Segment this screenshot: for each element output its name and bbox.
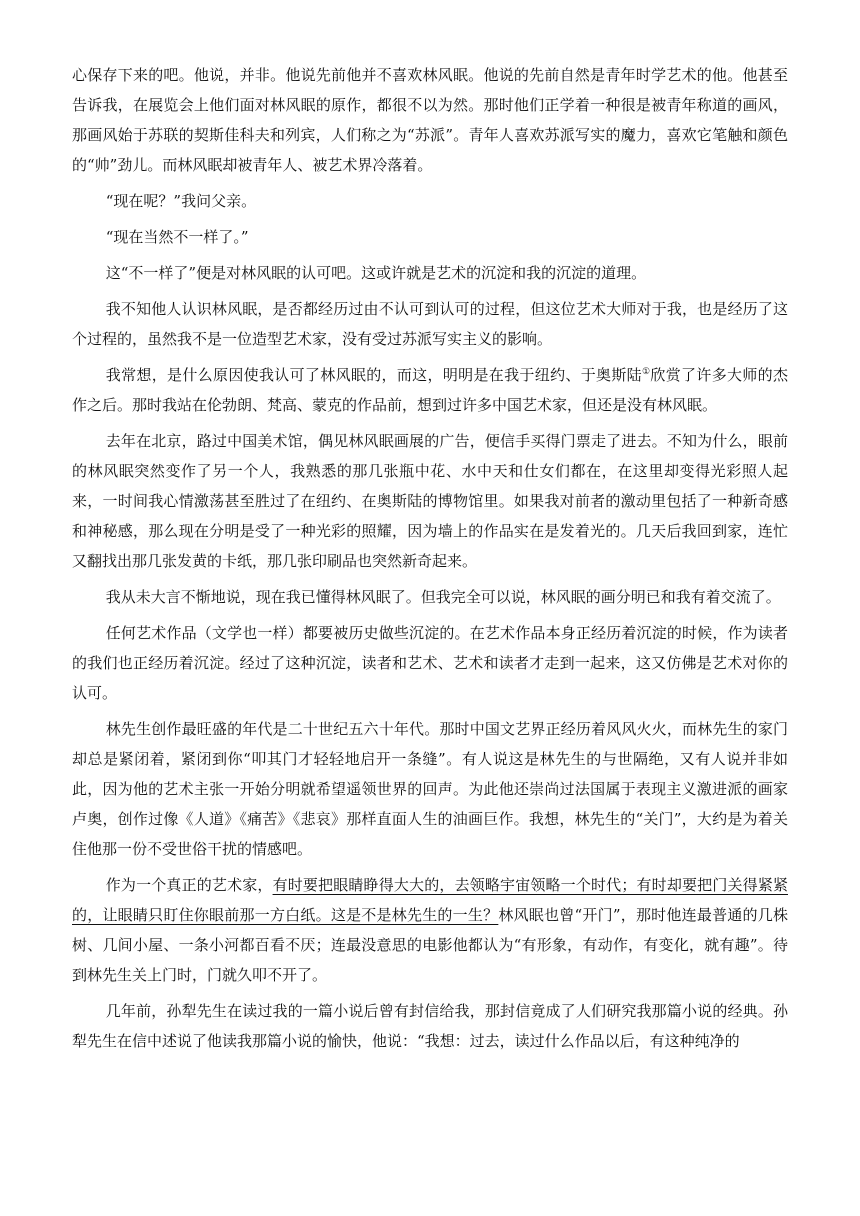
paragraph-3: “现在当然不一样了。”	[105, 228, 249, 246]
paragraph-5: 我不知他人认识林风眠，是否都经历过由不认可到认可的过程，但这位艺术大师对于我，也是经历了这个过程的，虽然我不是一位造型艺术家，没有受过苏派写实主义的影响。	[72, 300, 788, 348]
paragraph-6	[72, 360, 788, 420]
paragraph-11-text-b: 林风眠也曾“开门”，那时他连最普通的几株树、几间小屋、一条小河都百看不厌；连最没意思的电影他都认为“有形象，有动作，有变化，就有趣”。待到林先生关上门时，门就久叩不开了。	[72, 906, 788, 984]
paragraph-6-text-b: 欣赏了许多大师的杰作之后。那时我站在伦勃朗、梵高、蒙克的作品前，想到过许多中国艺术家，但还是没有林风眠。	[72, 366, 788, 414]
underlined-sentence: 有时要把眼睛睁得大大的，去领略宇宙领略一个时代；有时却要把门关得紧紧的，让眼睛只盯住你眼前那一方白纸。这是不是林先生的一生？	[72, 876, 788, 924]
paragraph-8: 我从未大言不惭地说，现在我已懂得林风眠了。但我完全可以说，林风眠的画分明已和我有着交流了。	[105, 588, 781, 606]
paragraph-6-text-a: 我常想，是什么原因使我认可了林风眠的，而这，明明是在我于纽约、于奥斯陆	[105, 366, 643, 384]
document-page	[72, 60, 788, 1062]
paragraph-11-text-a: 作为一个真正的艺术家，	[105, 876, 273, 894]
paragraph-9: 任何艺术作品（文学也一样）都要被历史做些沉淀的。在艺术作品本身正经历着沉淀的时候，作为读者的我们也正经历着沉淀。经过了这种沉淀，读者和艺术、艺术和读者才走到一起来，这又仿佛是艺术对你的认可。	[72, 624, 788, 702]
footnote-marker: ①	[642, 367, 651, 377]
paragraph-4: 这“不一样了”便是对林风眠的认可吧。这或许就是艺术的沉淀和我的沉淀的道理。	[105, 264, 647, 282]
paragraph-11	[72, 870, 788, 990]
paragraph-1: 心保存下来的吧。他说，并非。他说先前他并不喜欢林风眠。他说的先前自然是青年时学艺术的他。他甚至告诉我，在展览会上他们面对林风眠的原作，都很不以为然。那时他们正学着一种很是被青年称道的画风，那画风始于苏联的契斯佳科夫和列宾，人们称之为“苏派”。青年人喜欢苏派写实的魔力，喜欢它笔触和颜色的“帅”劲儿。而林风眠却被青年人、被艺术界冷落着。	[72, 66, 788, 174]
paragraph-7: 去年在北京，路过中国美术馆，偶见林风眠画展的广告，便信手买得门票走了进去。不知为什么，眼前的林风眠突然变作了另一个人，我熟悉的那几张瓶中花、水中天和仕女们都在，在这里却变得光彩照人起来，一时间我心情激荡甚至胜过了在纽约、在奥斯陆的博物馆里。如果我对前者的激动里包括了一种新奇感和神秘感，那么现在分明是受了一种光彩的照耀，因为墙上的作品实在是发着光的。几天后我回到家，连忙又翻找出那几张发黄的卡纸，那几张印刷品也突然新奇起来。	[72, 432, 788, 570]
paragraph-12: 几年前，孙犁先生在读过我的一篇小说后曾有封信给我，那封信竟成了人们研究我那篇小说的经典。孙犁先生在信中述说了他读我那篇小说的愉快，他说：“我想：过去，读过什么作品以后，有这种纯净的	[72, 1002, 788, 1050]
paragraph-10: 林先生创作最旺盛的年代是二十世纪五六十年代。那时中国文艺界正经历着风风火火，而林先生的家门却总是紧闭着，紧闭到你“叩其门才轻轻地启开一条缝”。有人说这是林先生的与世隔绝，又有人说并非如此，因为他的艺术主张一开始分明就希望遥领世界的回声。为此他还崇尚过法国属于表现主义激进派的画家卢奥，创作过像《人道》《痛苦》《悲哀》那样直面人生的油画巨作。我想，林先生的“关门”，大约是为着关住他那一份不受世俗干扰的情感吧。	[72, 720, 788, 858]
paragraph-2: “现在呢？”我问父亲。	[105, 192, 257, 210]
